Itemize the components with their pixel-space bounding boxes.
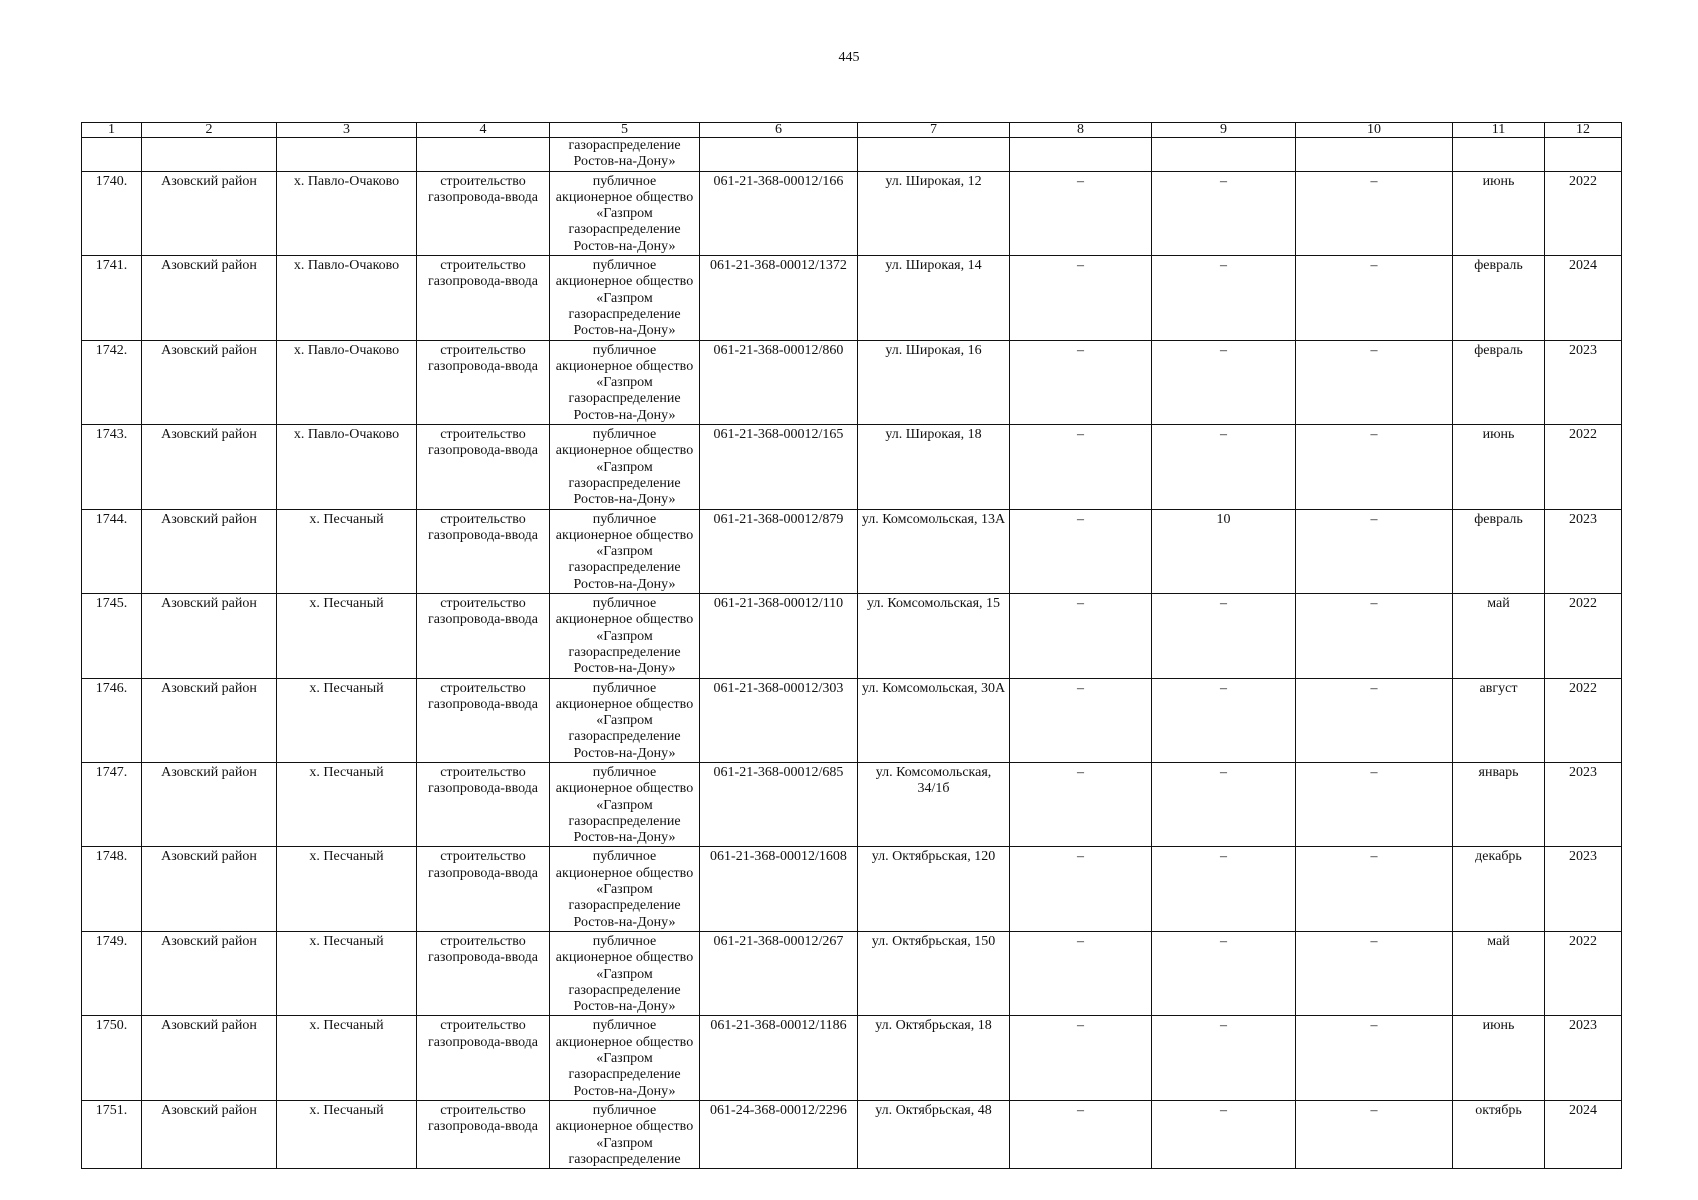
column-10-cell: – <box>1296 171 1453 255</box>
column-8-cell: – <box>1010 931 1152 1015</box>
column-8-cell: – <box>1010 1100 1152 1168</box>
locality-cell: х. Песчаный <box>277 847 417 931</box>
owner-cell: публичное акционерное общество «Газпром газораспределение Ростов-на-Дону» <box>550 762 700 846</box>
table-row <box>82 425 1622 509</box>
row-number-cell: 1742. <box>82 340 142 424</box>
column-10-cell: – <box>1296 762 1453 846</box>
column-8-cell: – <box>1010 678 1152 762</box>
district-cell: Азовский район <box>142 931 277 1015</box>
code-cell: 061-21-368-00012/685 <box>700 762 858 846</box>
column-9-cell: – <box>1152 678 1296 762</box>
registry-table <box>81 122 1622 1169</box>
column-number: 4 <box>417 123 550 138</box>
table-row <box>82 340 1622 424</box>
owner-cell: публичное акционерное общество «Газпром газораспределение Ростов-на-Дону» <box>550 340 700 424</box>
work-type-cell: строительство газопровода-ввода <box>417 847 550 931</box>
column-number: 1 <box>82 123 142 138</box>
owner-cell: публичное акционерное общество «Газпром газораспределение Ростов-на-Дону» <box>550 256 700 340</box>
work-type-cell: строительство газопровода-ввода <box>417 425 550 509</box>
column-10-cell: – <box>1296 509 1453 593</box>
cell <box>142 138 277 172</box>
column-8-cell: – <box>1010 171 1152 255</box>
owner-cell: газораспределение Ростов-на-Дону» <box>550 138 700 172</box>
owner-cell: публичное акционерное общество «Газпром газораспределение Ростов-на-Дону» <box>550 931 700 1015</box>
column-8-cell: – <box>1010 256 1152 340</box>
month-cell: май <box>1453 594 1545 678</box>
column-8-cell: – <box>1010 1016 1152 1100</box>
locality-cell: х. Павло-Очаково <box>277 171 417 255</box>
work-type-cell: строительство газопровода-ввода <box>417 509 550 593</box>
column-10-cell: – <box>1296 1016 1453 1100</box>
year-cell: 2023 <box>1545 340 1622 424</box>
year-cell: 2022 <box>1545 425 1622 509</box>
year-cell: 2023 <box>1545 762 1622 846</box>
year-cell: 2022 <box>1545 678 1622 762</box>
table-row <box>82 256 1622 340</box>
column-number: 8 <box>1010 123 1152 138</box>
cell <box>417 138 550 172</box>
month-cell: февраль <box>1453 509 1545 593</box>
row-number-cell: 1744. <box>82 509 142 593</box>
code-cell: 061-21-368-00012/879 <box>700 509 858 593</box>
column-number: 3 <box>277 123 417 138</box>
work-type-cell: строительство газопровода-ввода <box>417 1016 550 1100</box>
column-9-cell: – <box>1152 171 1296 255</box>
month-cell: октябрь <box>1453 1100 1545 1168</box>
column-9-cell: – <box>1152 340 1296 424</box>
address-cell: ул. Широкая, 12 <box>858 171 1010 255</box>
code-cell: 061-21-368-00012/1372 <box>700 256 858 340</box>
year-cell: 2024 <box>1545 256 1622 340</box>
address-cell: ул. Октябрьская, 150 <box>858 931 1010 1015</box>
district-cell: Азовский район <box>142 171 277 255</box>
cell <box>1010 138 1152 172</box>
column-number: 12 <box>1545 123 1622 138</box>
month-cell: декабрь <box>1453 847 1545 931</box>
year-cell: 2023 <box>1545 847 1622 931</box>
table-row <box>82 509 1622 593</box>
row-number-cell: 1743. <box>82 425 142 509</box>
table-row <box>82 847 1622 931</box>
work-type-cell: строительство газопровода-ввода <box>417 762 550 846</box>
district-cell: Азовский район <box>142 340 277 424</box>
row-number-cell: 1740. <box>82 171 142 255</box>
address-cell: ул. Комсомольская, 15 <box>858 594 1010 678</box>
year-cell: 2024 <box>1545 1100 1622 1168</box>
row-number-cell: 1751. <box>82 1100 142 1168</box>
cell <box>82 138 142 172</box>
locality-cell: х. Песчаный <box>277 509 417 593</box>
table-row <box>82 171 1622 255</box>
year-cell: 2023 <box>1545 509 1622 593</box>
year-cell: 2022 <box>1545 931 1622 1015</box>
owner-cell: публичное акционерное общество «Газпром газораспределение Ростов-на-Дону» <box>550 509 700 593</box>
month-cell: январь <box>1453 762 1545 846</box>
owner-cell: публичное акционерное общество «Газпром газораспределение Ростов-на-Дону» <box>550 847 700 931</box>
locality-cell: х. Песчаный <box>277 762 417 846</box>
owner-cell: публичное акционерное общество «Газпром газораспределение Ростов-на-Дону» <box>550 1016 700 1100</box>
code-cell: 061-21-368-00012/1186 <box>700 1016 858 1100</box>
work-type-cell: строительство газопровода-ввода <box>417 340 550 424</box>
district-cell: Азовский район <box>142 425 277 509</box>
district-cell: Азовский район <box>142 678 277 762</box>
address-cell: ул. Октябрьская, 18 <box>858 1016 1010 1100</box>
district-cell: Азовский район <box>142 1016 277 1100</box>
month-cell: февраль <box>1453 340 1545 424</box>
address-cell: ул. Комсомольская, 34/1б <box>858 762 1010 846</box>
column-number: 6 <box>700 123 858 138</box>
work-type-cell: строительство газопровода-ввода <box>417 1100 550 1168</box>
column-number: 5 <box>550 123 700 138</box>
year-cell: 2023 <box>1545 1016 1622 1100</box>
locality-cell: х. Песчаный <box>277 678 417 762</box>
month-cell: май <box>1453 931 1545 1015</box>
cell <box>858 138 1010 172</box>
page-number: 445 <box>838 50 860 65</box>
column-10-cell: – <box>1296 847 1453 931</box>
address-cell: ул. Октябрьская, 120 <box>858 847 1010 931</box>
locality-cell: х. Песчаный <box>277 594 417 678</box>
locality-cell: х. Павло-Очаково <box>277 425 417 509</box>
column-8-cell: – <box>1010 340 1152 424</box>
district-cell: Азовский район <box>142 594 277 678</box>
cell <box>1453 138 1545 172</box>
locality-cell: х. Песчаный <box>277 1016 417 1100</box>
row-number-cell: 1741. <box>82 256 142 340</box>
work-type-cell: строительство газопровода-ввода <box>417 678 550 762</box>
column-number: 2 <box>142 123 277 138</box>
month-cell: февраль <box>1453 256 1545 340</box>
column-9-cell: – <box>1152 1100 1296 1168</box>
code-cell: 061-21-368-00012/303 <box>700 678 858 762</box>
locality-cell: х. Песчаный <box>277 1100 417 1168</box>
continuation-row <box>82 138 1622 172</box>
code-cell: 061-21-368-00012/267 <box>700 931 858 1015</box>
column-8-cell: – <box>1010 594 1152 678</box>
row-number-cell: 1747. <box>82 762 142 846</box>
table-row <box>82 1016 1622 1100</box>
owner-cell: публичное акционерное общество «Газпром газораспределение Ростов-на-Дону» <box>550 594 700 678</box>
column-10-cell: – <box>1296 594 1453 678</box>
code-cell: 061-24-368-00012/2296 <box>700 1100 858 1168</box>
work-type-cell: строительство газопровода-ввода <box>417 256 550 340</box>
owner-cell: публичное акционерное общество «Газпром газораспределение Ростов-на-Дону» <box>550 171 700 255</box>
table-row <box>82 1100 1622 1168</box>
district-cell: Азовский район <box>142 762 277 846</box>
code-cell: 061-21-368-00012/860 <box>700 340 858 424</box>
column-9-cell: – <box>1152 762 1296 846</box>
row-number-cell: 1750. <box>82 1016 142 1100</box>
column-9-cell: – <box>1152 1016 1296 1100</box>
district-cell: Азовский район <box>142 847 277 931</box>
month-cell: июнь <box>1453 425 1545 509</box>
column-9-cell: 10 <box>1152 509 1296 593</box>
code-cell: 061-21-368-00012/110 <box>700 594 858 678</box>
locality-cell: х. Павло-Очаково <box>277 340 417 424</box>
row-number-cell: 1749. <box>82 931 142 1015</box>
month-cell: июнь <box>1453 1016 1545 1100</box>
year-cell: 2022 <box>1545 171 1622 255</box>
address-cell: ул. Широкая, 18 <box>858 425 1010 509</box>
column-9-cell: – <box>1152 847 1296 931</box>
column-9-cell: – <box>1152 931 1296 1015</box>
table-row <box>82 931 1622 1015</box>
table-row <box>82 678 1622 762</box>
column-9-cell: – <box>1152 425 1296 509</box>
work-type-cell: строительство газопровода-ввода <box>417 594 550 678</box>
owner-cell: публичное акционерное общество «Газпром газораспределение Ростов-на-Дону» <box>550 425 700 509</box>
column-10-cell: – <box>1296 340 1453 424</box>
column-9-cell: – <box>1152 256 1296 340</box>
column-10-cell: – <box>1296 931 1453 1015</box>
column-10-cell: – <box>1296 678 1453 762</box>
district-cell: Азовский район <box>142 256 277 340</box>
column-number: 10 <box>1296 123 1453 138</box>
address-cell: ул. Октябрьская, 48 <box>858 1100 1010 1168</box>
locality-cell: х. Песчаный <box>277 931 417 1015</box>
cell <box>1545 138 1622 172</box>
year-cell: 2022 <box>1545 594 1622 678</box>
row-number-cell: 1745. <box>82 594 142 678</box>
work-type-cell: строительство газопровода-ввода <box>417 931 550 1015</box>
table-row <box>82 762 1622 846</box>
address-cell: ул. Широкая, 14 <box>858 256 1010 340</box>
column-number-row <box>82 123 1622 138</box>
month-cell: июнь <box>1453 171 1545 255</box>
column-10-cell: – <box>1296 1100 1453 1168</box>
district-cell: Азовский район <box>142 509 277 593</box>
work-type-cell: строительство газопровода-ввода <box>417 171 550 255</box>
code-cell: 061-21-368-00012/166 <box>700 171 858 255</box>
address-cell: ул. Комсомольская, 13А <box>858 509 1010 593</box>
row-number-cell: 1748. <box>82 847 142 931</box>
column-9-cell: – <box>1152 594 1296 678</box>
code-cell: 061-21-368-00012/165 <box>700 425 858 509</box>
column-10-cell: – <box>1296 256 1453 340</box>
column-8-cell: – <box>1010 509 1152 593</box>
column-number: 7 <box>858 123 1010 138</box>
column-10-cell: – <box>1296 425 1453 509</box>
cell <box>1296 138 1453 172</box>
code-cell: 061-21-368-00012/1608 <box>700 847 858 931</box>
column-8-cell: – <box>1010 762 1152 846</box>
month-cell: август <box>1453 678 1545 762</box>
column-number: 11 <box>1453 123 1545 138</box>
owner-cell: публичное акционерное общество «Газпром газораспределение Ростов-на-Дону» <box>550 678 700 762</box>
address-cell: ул. Комсомольская, 30А <box>858 678 1010 762</box>
table-row <box>82 594 1622 678</box>
column-number: 9 <box>1152 123 1296 138</box>
locality-cell: х. Павло-Очаково <box>277 256 417 340</box>
column-8-cell: – <box>1010 847 1152 931</box>
cell <box>700 138 858 172</box>
address-cell: ул. Широкая, 16 <box>858 340 1010 424</box>
row-number-cell: 1746. <box>82 678 142 762</box>
owner-cell: публичное акционерное общество «Газпром газораспределение <box>550 1100 700 1168</box>
district-cell: Азовский район <box>142 1100 277 1168</box>
cell <box>277 138 417 172</box>
cell <box>1152 138 1296 172</box>
column-8-cell: – <box>1010 425 1152 509</box>
